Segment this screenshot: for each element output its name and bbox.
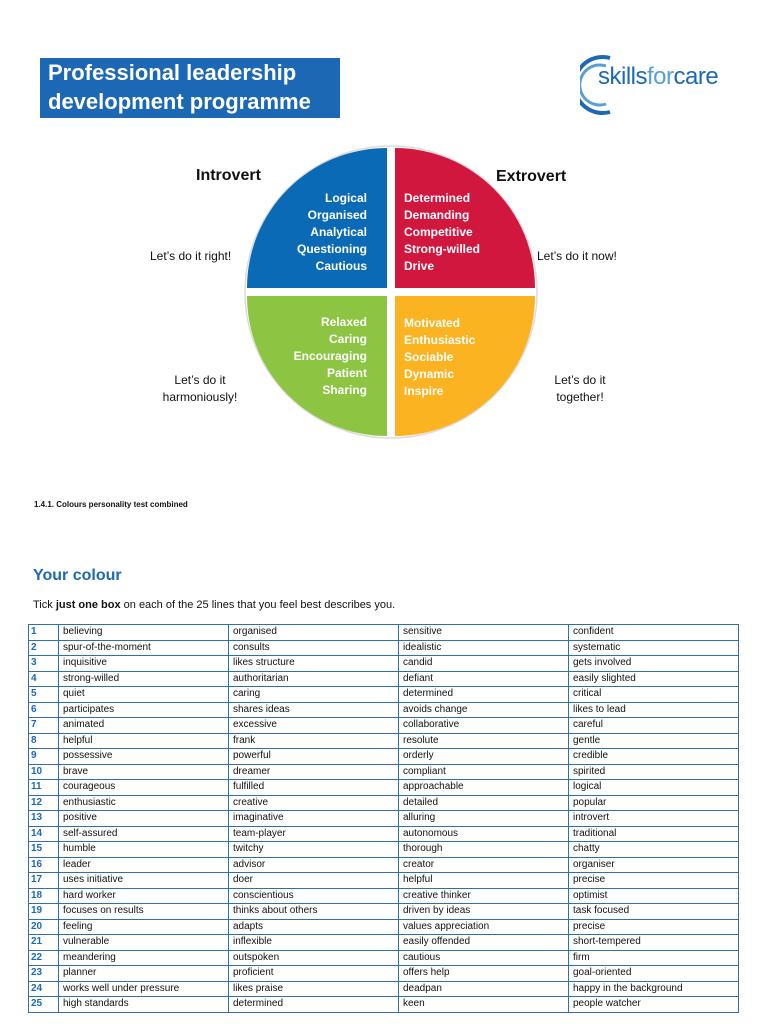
table-row xyxy=(29,811,739,827)
table-row xyxy=(29,873,739,889)
word-option-cell[interactable]: orderly xyxy=(399,749,569,765)
word-option-cell[interactable]: brave xyxy=(59,764,229,780)
blue-trait: Analytical xyxy=(310,225,367,239)
word-option-cell[interactable]: popular xyxy=(569,795,739,811)
word-option-cell[interactable]: powerful xyxy=(229,749,399,765)
row-number: 7 xyxy=(29,718,59,734)
word-option-cell[interactable]: critical xyxy=(569,687,739,703)
word-option-cell[interactable]: compliant xyxy=(399,764,569,780)
table-row xyxy=(29,625,739,641)
word-option-cell[interactable]: introvert xyxy=(569,811,739,827)
word-option-cell[interactable]: believing xyxy=(59,625,229,641)
yellow-motto xyxy=(540,372,620,406)
row-number: 18 xyxy=(29,888,59,904)
row-number: 20 xyxy=(29,919,59,935)
word-option-cell[interactable]: values appreciation xyxy=(399,919,569,935)
word-option-cell[interactable]: doer xyxy=(229,873,399,889)
red-motto: Let’s do it now! xyxy=(537,249,617,263)
word-option-cell[interactable]: easily offended xyxy=(399,935,569,951)
yellow-trait: Enthusiastic xyxy=(404,333,476,347)
figure-caption: 1.4.1. Colours personality test combined xyxy=(34,500,188,509)
green-motto-line: harmoniously! xyxy=(162,390,238,404)
word-option-cell[interactable]: feeling xyxy=(59,919,229,935)
blue-motto: Let’s do it right! xyxy=(150,249,232,263)
word-option-cell[interactable]: imaginative xyxy=(229,811,399,827)
red-trait: Determined xyxy=(404,191,471,205)
table-row xyxy=(29,904,739,920)
green-traits xyxy=(262,314,367,399)
row-number: 9 xyxy=(29,749,59,765)
table-row xyxy=(29,640,739,656)
word-option-cell[interactable]: fulfilled xyxy=(229,780,399,796)
table-row xyxy=(29,981,739,997)
word-option-cell[interactable]: high standards xyxy=(59,997,229,1013)
word-option-cell[interactable]: easily slighted xyxy=(569,671,739,687)
yellow-trait: Motivated xyxy=(404,316,461,330)
blue-traits xyxy=(262,190,367,275)
row-number: 15 xyxy=(29,842,59,858)
blue-trait: Questioning xyxy=(297,242,367,256)
word-option-cell[interactable]: courageous xyxy=(59,780,229,796)
green-trait: Sharing xyxy=(322,383,367,397)
word-option-cell[interactable]: driven by ideas xyxy=(399,904,569,920)
word-option-cell[interactable]: participates xyxy=(59,702,229,718)
blue-trait: Organised xyxy=(307,208,367,222)
instructions-text: on each of the 25 lines that you feel best describes you. xyxy=(120,599,396,611)
table-row xyxy=(29,733,739,749)
red-trait: Strong-willed xyxy=(404,242,480,256)
table-row xyxy=(29,966,739,982)
table-row xyxy=(29,842,739,858)
row-number: 8 xyxy=(29,733,59,749)
table-row xyxy=(29,935,739,951)
word-option-cell[interactable]: thinks about others xyxy=(229,904,399,920)
word-option-cell[interactable]: planner xyxy=(59,966,229,982)
row-number: 13 xyxy=(29,811,59,827)
row-number: 17 xyxy=(29,873,59,889)
word-option-cell[interactable]: likes structure xyxy=(229,656,399,672)
yellow-motto-line: Let’s do it xyxy=(554,373,606,387)
row-number: 10 xyxy=(29,764,59,780)
green-motto xyxy=(150,372,250,406)
word-option-cell[interactable]: hard worker xyxy=(59,888,229,904)
table-row xyxy=(29,702,739,718)
word-option-cell[interactable]: conscientious xyxy=(229,888,399,904)
word-option-cell[interactable]: short-tempered xyxy=(569,935,739,951)
row-number: 2 xyxy=(29,640,59,656)
yellow-trait: Sociable xyxy=(404,350,454,364)
word-option-cell[interactable]: chatty xyxy=(569,842,739,858)
instructions-text: Tick xyxy=(33,599,56,611)
row-number: 6 xyxy=(29,702,59,718)
row-number: 3 xyxy=(29,656,59,672)
word-option-cell[interactable]: precise xyxy=(569,873,739,889)
word-option-cell[interactable]: credible xyxy=(569,749,739,765)
instructions xyxy=(33,599,395,611)
word-option-cell[interactable]: determined xyxy=(399,687,569,703)
blue-trait: Logical xyxy=(324,191,367,205)
word-option-cell[interactable]: enthusiastic xyxy=(59,795,229,811)
word-option-cell[interactable]: possessive xyxy=(59,749,229,765)
word-option-cell[interactable]: team-player xyxy=(229,826,399,842)
word-option-cell[interactable]: optimist xyxy=(569,888,739,904)
table-row xyxy=(29,671,739,687)
instructions-emphasis: just one box xyxy=(55,599,121,611)
word-option-cell[interactable]: cautious xyxy=(399,950,569,966)
table-row xyxy=(29,857,739,873)
word-option-cell[interactable]: proficient xyxy=(229,966,399,982)
word-option-cell[interactable]: alluring xyxy=(399,811,569,827)
logo-word-for: for xyxy=(647,63,674,90)
word-option-cell[interactable]: organised xyxy=(229,625,399,641)
blue-trait: Cautious xyxy=(315,259,367,273)
word-option-cell[interactable]: caring xyxy=(229,687,399,703)
table-row xyxy=(29,826,739,842)
yellow-trait: Dynamic xyxy=(404,367,455,381)
title-banner xyxy=(40,58,340,118)
table-row xyxy=(29,795,739,811)
word-option-cell[interactable]: determined xyxy=(229,997,399,1013)
row-number: 14 xyxy=(29,826,59,842)
table-row xyxy=(29,950,739,966)
table-row xyxy=(29,997,739,1013)
word-option-cell[interactable]: vulnerable xyxy=(59,935,229,951)
word-option-cell[interactable]: thorough xyxy=(399,842,569,858)
word-option-cell[interactable]: approachable xyxy=(399,780,569,796)
word-option-cell[interactable]: resolute xyxy=(399,733,569,749)
word-option-cell[interactable]: likes praise xyxy=(229,981,399,997)
word-option-cell[interactable]: outspoken xyxy=(229,950,399,966)
word-option-cell[interactable]: creator xyxy=(399,857,569,873)
row-number: 11 xyxy=(29,780,59,796)
table-row xyxy=(29,656,739,672)
word-option-cell[interactable]: adapts xyxy=(229,919,399,935)
word-option-cell[interactable]: meandering xyxy=(59,950,229,966)
word-option-cell[interactable]: candid xyxy=(399,656,569,672)
word-option-cell[interactable]: organiser xyxy=(569,857,739,873)
row-number: 24 xyxy=(29,981,59,997)
section-heading: Your colour xyxy=(33,567,122,584)
word-option-cell[interactable]: quiet xyxy=(59,687,229,703)
word-option-cell[interactable]: defiant xyxy=(399,671,569,687)
word-option-cell[interactable]: autonomous xyxy=(399,826,569,842)
word-option-cell[interactable]: spirited xyxy=(569,764,739,780)
word-option-cell[interactable]: avoids change xyxy=(399,702,569,718)
table-row xyxy=(29,888,739,904)
word-option-cell[interactable]: confident xyxy=(569,625,739,641)
word-option-cell[interactable]: deadpan xyxy=(399,981,569,997)
word-option-cell[interactable]: humble xyxy=(59,842,229,858)
yellow-motto-line: together! xyxy=(556,390,604,404)
red-trait: Demanding xyxy=(404,208,470,222)
green-trait: Caring xyxy=(328,332,367,346)
row-number: 21 xyxy=(29,935,59,951)
green-trait: Encouraging xyxy=(293,349,367,363)
word-option-cell[interactable]: shares ideas xyxy=(229,702,399,718)
word-option-cell[interactable]: idealistic xyxy=(399,640,569,656)
row-number: 25 xyxy=(29,997,59,1013)
word-option-cell[interactable]: happy in the background xyxy=(569,981,739,997)
word-option-cell[interactable]: task focused xyxy=(569,904,739,920)
word-option-cell[interactable]: inflexible xyxy=(229,935,399,951)
word-option-cell[interactable]: consults xyxy=(229,640,399,656)
table-row xyxy=(29,919,739,935)
word-option-cell[interactable]: precise xyxy=(569,919,739,935)
row-number: 19 xyxy=(29,904,59,920)
yellow-traits xyxy=(404,315,475,400)
word-option-cell[interactable]: leader xyxy=(59,857,229,873)
word-option-cell[interactable]: advisor xyxy=(229,857,399,873)
green-trait: Patient xyxy=(326,366,367,380)
word-option-cell[interactable]: firm xyxy=(569,950,739,966)
word-option-cell[interactable]: dreamer xyxy=(229,764,399,780)
table-row xyxy=(29,749,739,765)
word-option-cell[interactable]: works well under pressure xyxy=(59,981,229,997)
word-option-cell[interactable]: detailed xyxy=(399,795,569,811)
logo-word-skills: skills xyxy=(598,63,647,90)
table-row xyxy=(29,764,739,780)
row-number: 23 xyxy=(29,966,59,982)
title-line-2: development programme xyxy=(48,89,311,114)
table-row xyxy=(29,718,739,734)
word-option-cell[interactable]: keen xyxy=(399,997,569,1013)
row-number: 4 xyxy=(29,671,59,687)
word-option-cell[interactable]: frank xyxy=(229,733,399,749)
red-traits xyxy=(404,190,480,275)
table-row xyxy=(29,780,739,796)
word-option-cell[interactable]: sensitive xyxy=(399,625,569,641)
word-option-cell[interactable]: uses initiative xyxy=(59,873,229,889)
word-option-cell[interactable]: authoritarian xyxy=(229,671,399,687)
word-option-cell[interactable]: goal-oriented xyxy=(569,966,739,982)
word-option-cell[interactable]: traditional xyxy=(569,826,739,842)
logo-word-care: care xyxy=(673,63,719,90)
green-trait: Relaxed xyxy=(320,315,367,329)
word-option-cell[interactable]: gentle xyxy=(569,733,739,749)
word-option-cell[interactable]: likes to lead xyxy=(569,702,739,718)
logo-text xyxy=(598,63,718,91)
word-option-cell[interactable]: creative thinker xyxy=(399,888,569,904)
word-option-cell[interactable]: people watcher xyxy=(569,997,739,1013)
row-number: 22 xyxy=(29,950,59,966)
yellow-trait: Inspire xyxy=(404,384,444,398)
word-option-cell[interactable]: inquisitive xyxy=(59,656,229,672)
word-option-cell[interactable]: animated xyxy=(59,718,229,734)
extrovert-label: Extrovert xyxy=(496,168,567,185)
title-line-1: Professional leadership xyxy=(48,60,297,85)
word-option-cell[interactable]: offers help xyxy=(399,966,569,982)
introvert-label: Introvert xyxy=(196,167,261,184)
row-number: 16 xyxy=(29,857,59,873)
word-option-cell[interactable]: helpful xyxy=(399,873,569,889)
table-row xyxy=(29,687,739,703)
word-option-cell[interactable]: strong-willed xyxy=(59,671,229,687)
red-trait: Drive xyxy=(404,259,435,273)
word-option-cell[interactable]: excessive xyxy=(229,718,399,734)
word-option-cell[interactable]: careful xyxy=(569,718,739,734)
red-trait: Competitive xyxy=(404,225,473,239)
word-option-cell[interactable]: focuses on results xyxy=(59,904,229,920)
word-option-cell[interactable]: logical xyxy=(569,780,739,796)
row-number: 12 xyxy=(29,795,59,811)
word-choice-table xyxy=(28,624,739,1013)
word-option-cell[interactable]: helpful xyxy=(59,733,229,749)
word-option-cell[interactable]: systematic xyxy=(569,640,739,656)
word-option-cell[interactable]: twitchy xyxy=(229,842,399,858)
green-motto-line: Let’s do it xyxy=(174,373,226,387)
word-option-cell[interactable]: creative xyxy=(229,795,399,811)
word-option-cell[interactable]: self-assured xyxy=(59,826,229,842)
word-option-cell[interactable]: gets involved xyxy=(569,656,739,672)
row-number: 1 xyxy=(29,625,59,641)
word-option-cell[interactable]: spur-of-the-moment xyxy=(59,640,229,656)
word-option-cell[interactable]: collaborative xyxy=(399,718,569,734)
row-number: 5 xyxy=(29,687,59,703)
word-option-cell[interactable]: positive xyxy=(59,811,229,827)
